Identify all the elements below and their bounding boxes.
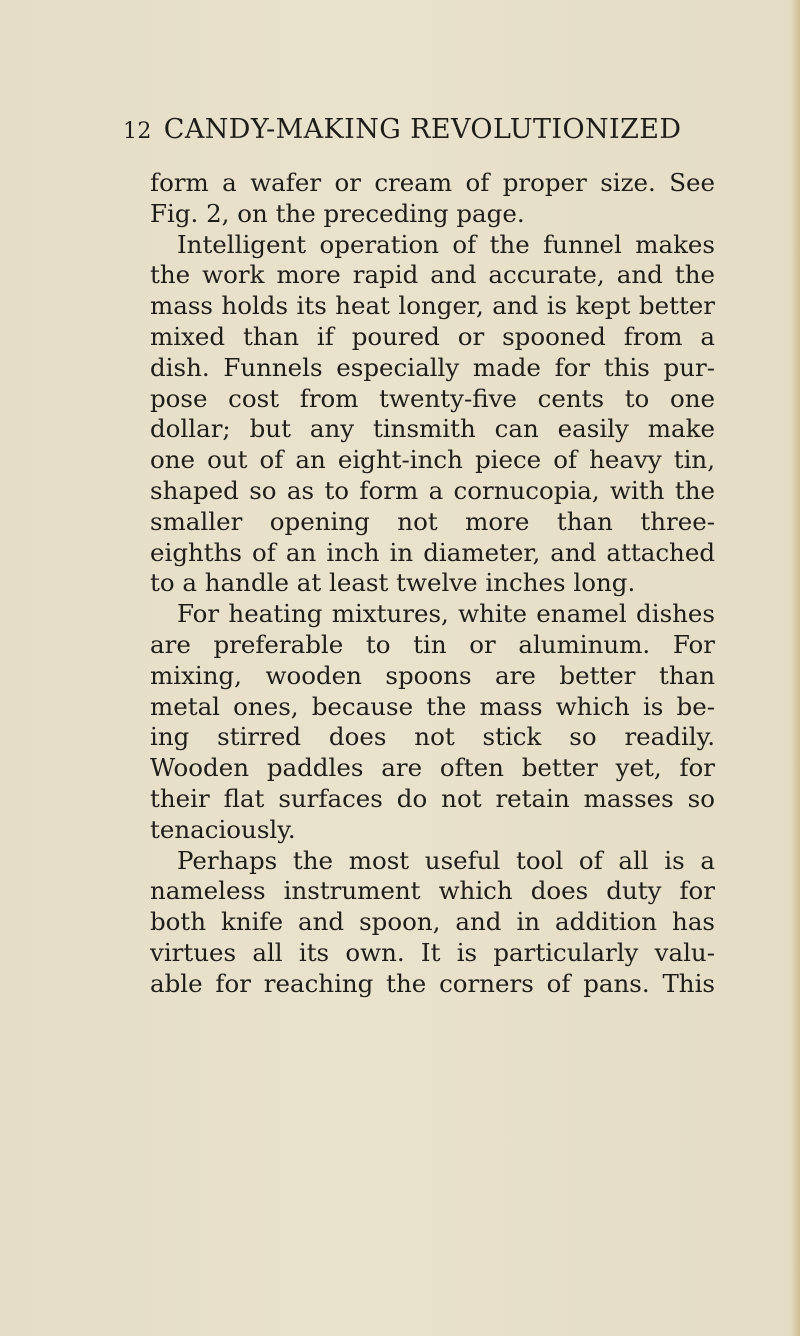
text-line: one out of an eight-inch piece of heavy tin, — [150, 445, 715, 475]
running-title: CANDY-MAKING REVOLUTIONIZED — [163, 114, 682, 145]
text-line: the work more rapid and accurate, and the — [150, 260, 715, 290]
text-line: virtues all its own. It is particularly valu- — [150, 937, 715, 967]
text-line: ing stirred does not stick so readily. — [150, 722, 715, 752]
text-line: Intelligent operation of the funnel makes — [177, 229, 715, 259]
text-line: both knife and spoon, and in addition has — [150, 907, 715, 937]
body-text — [150, 168, 715, 1000]
text-line: smaller opening not more than three- — [150, 506, 715, 536]
text-line: Wooden paddles are often better yet, for — [150, 753, 715, 783]
text-line: able for reaching the corners of pans. This — [150, 968, 715, 998]
text-line: Perhaps the most useful tool of all is a — [177, 845, 715, 875]
text-line: form a wafer or cream of proper size. See — [150, 168, 715, 197]
page-number: 12 — [123, 119, 152, 144]
text-line: mixed than if poured or spooned from a — [150, 321, 715, 351]
text-line: eighths of an inch in diameter, and attached — [150, 537, 715, 567]
text-line: are preferable to tin or aluminum. For — [150, 629, 715, 659]
text-line: tenaciously. — [150, 814, 296, 844]
text-line: to a handle at least twelve inches long. — [150, 568, 636, 598]
running-header — [123, 114, 743, 154]
text-line: mixing, wooden spoons are better than — [150, 660, 715, 690]
text-line: shaped so as to form a cornucopia, with the — [150, 475, 715, 505]
text-line: pose cost from twenty-five cents to one — [150, 383, 715, 413]
text-line: mass holds its heat longer, and is kept better — [150, 291, 715, 321]
text-line: dollar; but any tinsmith can easily make — [150, 414, 715, 444]
text-line: dish. Funnels especially made for this pur- — [150, 352, 715, 382]
page-edge — [790, 0, 800, 1336]
text-line: nameless instrument which does duty for — [150, 876, 715, 906]
text-line: Fig. 2, on the preceding page. — [150, 198, 525, 228]
text-line: metal ones, because the mass which is be- — [150, 691, 715, 721]
text-line: For heating mixtures, white enamel dishes — [177, 599, 715, 629]
text-line: their flat surfaces do not retain masses so — [150, 783, 715, 813]
